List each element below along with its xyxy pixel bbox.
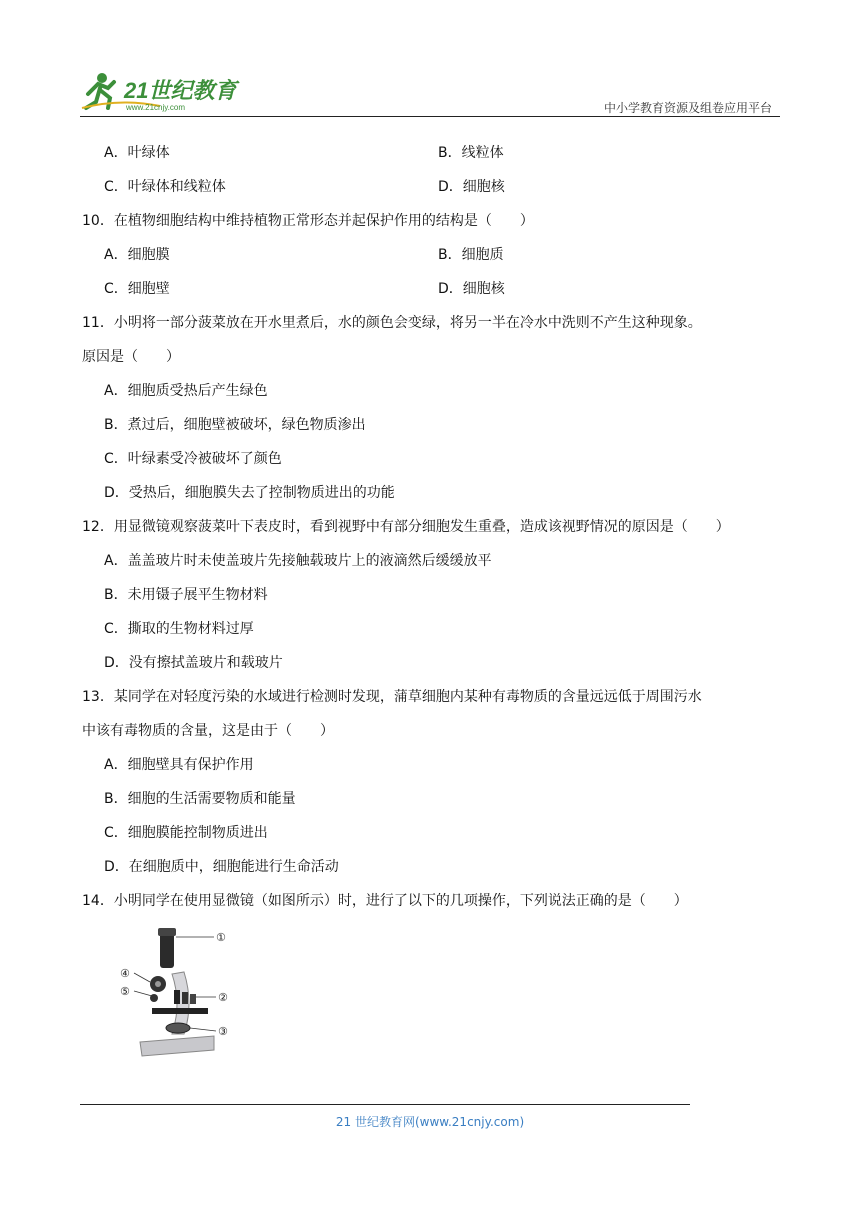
option-a: A．盖盖玻片时未使盖玻片先接触载玻片上的液滴然后缓缓放平 xyxy=(104,553,492,569)
q9-options-row1 xyxy=(82,140,782,174)
q14-stem: 14．小明同学在使用显微镜（如图所示）时，进行了以下的几项操作，下列说法正确的是（ ） xyxy=(82,893,688,909)
footer-divider xyxy=(80,1104,690,1105)
header-platform-text: 中小学教育资源及组卷应用平台 xyxy=(603,101,772,115)
question-content xyxy=(82,140,782,922)
option-b: B．线粒体 xyxy=(438,145,504,161)
label-2: ② xyxy=(218,991,228,1004)
header-divider xyxy=(80,116,780,117)
q10-options-row2 xyxy=(82,276,782,310)
footer-site-link[interactable]: 21 世纪教育网(www.21cnjy.com) xyxy=(335,1115,525,1129)
microscope-icon xyxy=(140,928,214,1056)
logo-text: 21世纪教育 xyxy=(124,78,237,103)
option-d: D．受热后，细胞膜失去了控制物质进出的功能 xyxy=(104,485,395,501)
microscope-figure xyxy=(118,924,238,1062)
label-3: ③ xyxy=(218,1025,228,1038)
label-4: ④ xyxy=(120,967,130,980)
option-d: D．在细胞质中，细胞能进行生命活动 xyxy=(104,859,339,875)
option-b: B．细胞质 xyxy=(438,247,504,263)
q13-stem-line1: 13．某同学在对轻度污染的水域进行检测时发现，蒲草细胞内某种有毒物质的含量远远低于周围污水 xyxy=(82,689,702,705)
label-1: ① xyxy=(216,931,226,944)
option-d: D．细胞核 xyxy=(438,281,505,297)
option-a: A．细胞壁具有保护作用 xyxy=(104,757,254,773)
label-5: ⑤ xyxy=(120,985,130,998)
option-c: C．叶绿体和线粒体 xyxy=(104,179,226,195)
option-c: C．细胞壁 xyxy=(104,281,170,297)
option-b: B．细胞的生活需要物质和能量 xyxy=(104,791,296,807)
option-a: A．叶绿体 xyxy=(104,145,170,161)
site-logo xyxy=(80,68,250,112)
option-a: A．细胞膜 xyxy=(104,247,170,263)
option-b: B．煮过后，细胞壁被破坏，绿色物质渗出 xyxy=(104,417,366,433)
option-c: C．细胞膜能控制物质进出 xyxy=(104,825,268,841)
option-c: C．撕取的生物材料过厚 xyxy=(104,621,254,637)
q9-options-row2 xyxy=(82,174,782,208)
logo-sub-text: www.21cnjy.com xyxy=(126,103,185,112)
option-a: A．细胞质受热后产生绿色 xyxy=(104,383,268,399)
option-d: D．没有擦拭盖玻片和载玻片 xyxy=(104,655,283,671)
q11-stem-line2: 原因是（ ） xyxy=(82,349,180,365)
q10-stem: 10．在植物细胞结构中维持植物正常形态并起保护作用的结构是（ ） xyxy=(82,213,534,229)
option-c: C．叶绿素受冷被破坏了颜色 xyxy=(104,451,282,467)
option-d: D．细胞核 xyxy=(438,179,505,195)
q13-stem-line2: 中该有毒物质的含量，这是由于（ ） xyxy=(82,723,334,739)
option-b: B．未用镊子展平生物材料 xyxy=(104,587,268,603)
q10-options-row1 xyxy=(82,242,782,276)
q12-stem: 12．用显微镜观察菠菜叶下表皮时，看到视野中有部分细胞发生重叠，造成该视野情况的原因是（ ） xyxy=(82,519,730,535)
q11-stem-line1: 11．小明将一部分菠菜放在开水里煮后，水的颜色会变绿，将另一半在冷水中洗则不产生这种现象。 xyxy=(82,315,702,331)
